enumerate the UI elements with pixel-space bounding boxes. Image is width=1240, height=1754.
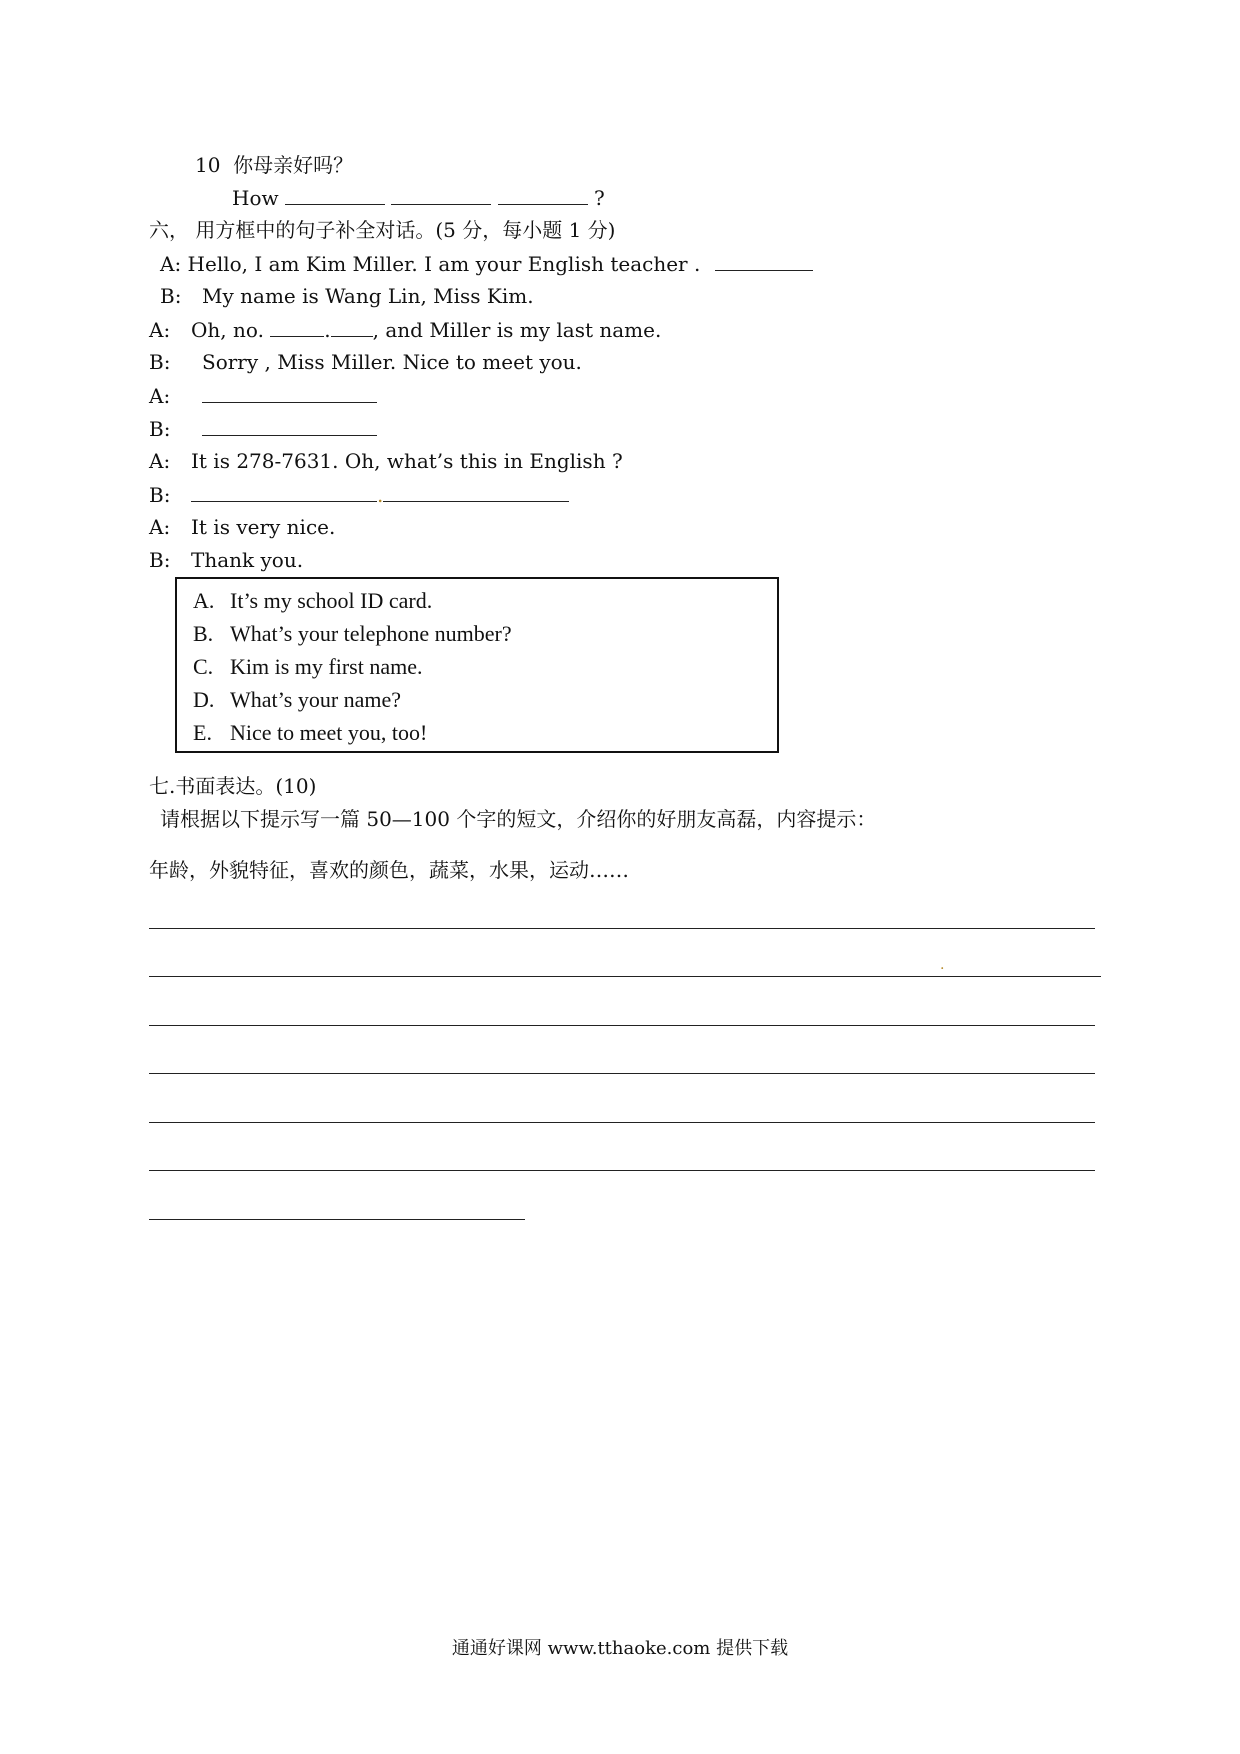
dialogue-line-10: [149, 547, 303, 573]
choice-text: What’s your telephone number?: [230, 621, 512, 646]
speaker: B:: [149, 483, 171, 507]
speaker: A:: [149, 449, 171, 473]
q10-number: 10: [195, 153, 221, 177]
dialogue-line-7: [149, 448, 623, 474]
dialogue-text: My name is Wang Lin, Miss Kim.: [202, 284, 534, 308]
choice-letter: E.: [193, 720, 212, 745]
speaker: A:: [160, 252, 182, 276]
choice-text: It’s my school ID card.: [230, 588, 433, 613]
writing-line-3[interactable]: [149, 1025, 1095, 1026]
dialogue-text: Sorry , Miss Miller. Nice to meet you.: [202, 350, 582, 374]
dialogue-blank-5a[interactable]: [191, 481, 377, 502]
choice-letter: A.: [193, 588, 215, 613]
section7-instruction: 请根据以下提示写一篇 50—100 个字的短文，介绍你的好朋友高磊，内容提示：: [160, 807, 877, 831]
writing-line-2[interactable]: [149, 976, 1101, 977]
separator: .: [377, 483, 384, 507]
section6-title: 六， 用方框中的句子补全对话。(5 分，每小题 1 分): [149, 218, 616, 242]
speaker: B:: [149, 548, 171, 572]
speaker: B:: [149, 417, 171, 441]
footer: 通通好课网 www.tthaoke.com 提供下载: [451, 1638, 789, 1659]
choice-c: [193, 653, 422, 681]
choice-a: [193, 587, 432, 615]
dialogue-text: Hello, I am Kim Miller. I am your English teacher .: [187, 252, 701, 276]
choices-box: [175, 577, 779, 753]
choice-text: Kim is my first name.: [230, 654, 423, 679]
section7-title: 七.书面表达。(10): [149, 774, 317, 798]
dialogue-blank-3[interactable]: [202, 382, 377, 403]
q10-how: How: [232, 186, 279, 210]
dialogue-text: Thank you.: [191, 548, 304, 572]
choice-text: What’s your name?: [230, 687, 402, 712]
q10-question-mark: ?: [594, 186, 605, 210]
writing-line-4[interactable]: [149, 1073, 1095, 1074]
choice-letter: B.: [193, 621, 214, 646]
separator: .: [324, 318, 331, 342]
dialogue-line-8: [149, 481, 569, 508]
dialogue-line-2: [160, 283, 534, 309]
dialogue-blank-5b[interactable]: [383, 481, 569, 502]
dialogue-text: It is very nice.: [191, 515, 336, 539]
section7-hints: 年龄，外貌特征，喜欢的颜色，蔬菜，水果，运动……: [149, 858, 629, 882]
q10-answer-line: [232, 184, 605, 211]
dialogue-blank-2a[interactable]: [270, 316, 324, 337]
choice-e: [193, 719, 427, 747]
writing-mark: .: [940, 957, 945, 973]
q10-blank-1[interactable]: [285, 184, 385, 205]
choice-d: [193, 686, 401, 714]
dialogue-text: It is 278-7631. Oh, what’s this in English ?: [191, 449, 623, 473]
dialogue-text-after: , and Miller is my last name.: [372, 318, 662, 342]
speaker: B:: [160, 284, 182, 308]
dialogue-line-1: [160, 250, 813, 277]
choice-text: Nice to meet you, too!: [230, 720, 428, 745]
choice-letter: D.: [193, 687, 215, 712]
speaker: A:: [149, 318, 171, 342]
writing-line-7[interactable]: [149, 1219, 525, 1220]
speaker: B:: [149, 350, 171, 374]
choice-b: [193, 620, 512, 648]
writing-line-1[interactable]: [149, 928, 1095, 929]
writing-line-6[interactable]: [149, 1170, 1095, 1171]
dialogue-blank-2b[interactable]: [331, 316, 373, 337]
dialogue-line-6: [149, 415, 377, 442]
dialogue-line-3: [149, 316, 661, 343]
choice-letter: C.: [193, 654, 214, 679]
dialogue-line-9: [149, 514, 335, 540]
q10-blank-2[interactable]: [391, 184, 491, 205]
speaker: A:: [149, 515, 171, 539]
writing-line-5[interactable]: [149, 1122, 1095, 1123]
q10-blank-3[interactable]: [498, 184, 588, 205]
dialogue-line-4: [149, 349, 582, 375]
dialogue-text-before: Oh, no.: [191, 318, 264, 342]
dialogue-blank-4[interactable]: [202, 415, 377, 436]
dialogue-blank-1[interactable]: [715, 250, 813, 271]
q10-chinese: 你母亲好吗？: [233, 153, 354, 177]
dialogue-line-5: [149, 382, 377, 409]
speaker: A:: [149, 384, 171, 408]
q10-prompt: [195, 152, 353, 178]
